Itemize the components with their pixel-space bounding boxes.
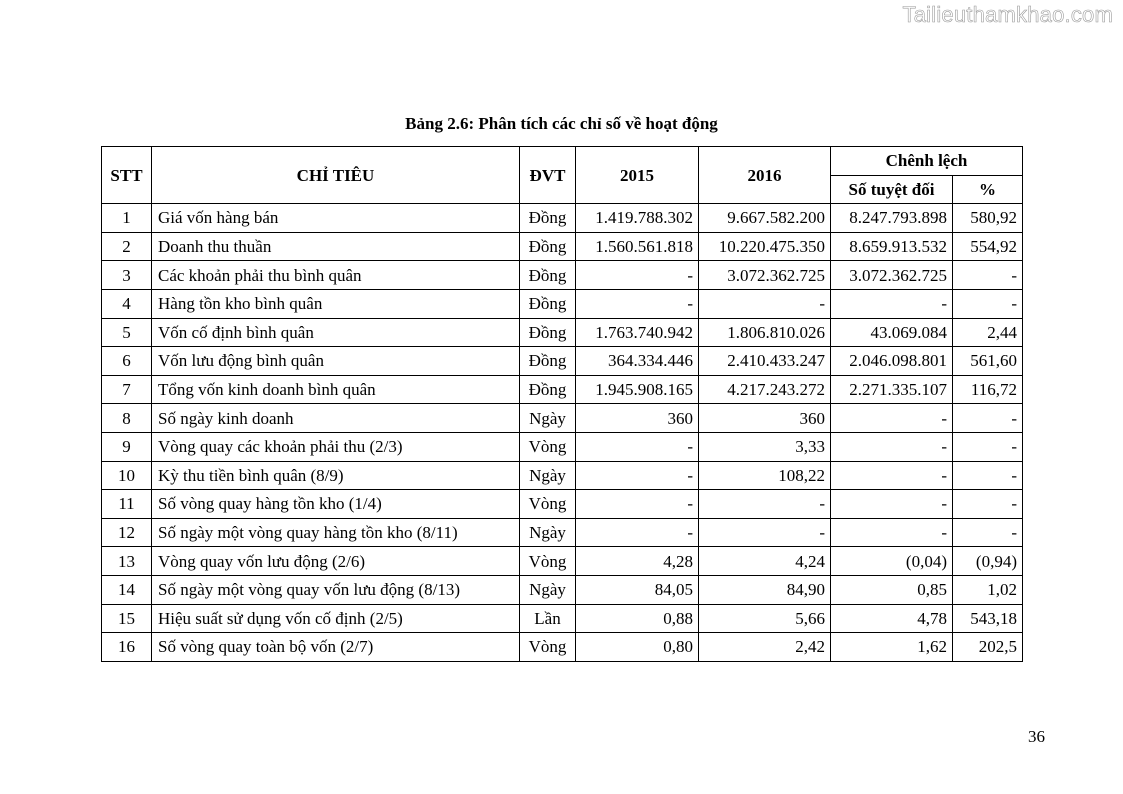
- cell-so-tuyet-doi: 8.247.793.898: [831, 204, 953, 233]
- cell-2016: 3.072.362.725: [699, 261, 831, 290]
- cell-2016: 3,33: [699, 432, 831, 461]
- cell-chi-tieu: Doanh thu thuần: [152, 232, 520, 261]
- cell-percent: 580,92: [953, 204, 1023, 233]
- cell-2016: -: [699, 518, 831, 547]
- cell-stt: 12: [102, 518, 152, 547]
- cell-chi-tieu: Hiệu suất sử dụng vốn cố định (2/5): [152, 604, 520, 633]
- cell-stt: 5: [102, 318, 152, 347]
- cell-2016: 4.217.243.272: [699, 375, 831, 404]
- cell-dvt: Đồng: [520, 261, 576, 290]
- table-row: [102, 375, 1023, 404]
- cell-stt: 6: [102, 347, 152, 376]
- cell-2016: 2.410.433.247: [699, 347, 831, 376]
- cell-percent: 1,02: [953, 575, 1023, 604]
- cell-percent: 202,5: [953, 633, 1023, 662]
- cell-percent: -: [953, 518, 1023, 547]
- header-chenh-lech: Chênh lệch: [831, 147, 1023, 176]
- cell-percent: -: [953, 490, 1023, 519]
- cell-so-tuyet-doi: 2.271.335.107: [831, 375, 953, 404]
- cell-so-tuyet-doi: -: [831, 461, 953, 490]
- cell-dvt: Vòng: [520, 633, 576, 662]
- cell-percent: (0,94): [953, 547, 1023, 576]
- cell-so-tuyet-doi: -: [831, 518, 953, 547]
- cell-percent: 543,18: [953, 604, 1023, 633]
- table-row: [102, 461, 1023, 490]
- cell-dvt: Đồng: [520, 204, 576, 233]
- cell-dvt: Đồng: [520, 347, 576, 376]
- cell-percent: 2,44: [953, 318, 1023, 347]
- cell-stt: 7: [102, 375, 152, 404]
- cell-2015: -: [576, 432, 699, 461]
- cell-stt: 15: [102, 604, 152, 633]
- cell-dvt: Ngày: [520, 461, 576, 490]
- cell-2015: -: [576, 518, 699, 547]
- cell-2016: 84,90: [699, 575, 831, 604]
- cell-2016: 4,24: [699, 547, 831, 576]
- cell-2016: 360: [699, 404, 831, 433]
- cell-2015: -: [576, 289, 699, 318]
- header-2016: 2016: [699, 147, 831, 204]
- cell-2016: 108,22: [699, 461, 831, 490]
- header-stt: STT: [102, 147, 152, 204]
- table-row: [102, 261, 1023, 290]
- cell-percent: -: [953, 261, 1023, 290]
- cell-percent: -: [953, 289, 1023, 318]
- cell-percent: -: [953, 432, 1023, 461]
- cell-stt: 8: [102, 404, 152, 433]
- table-row: [102, 204, 1023, 233]
- cell-2015: 360: [576, 404, 699, 433]
- cell-so-tuyet-doi: -: [831, 404, 953, 433]
- cell-dvt: Vòng: [520, 432, 576, 461]
- cell-dvt: Ngày: [520, 404, 576, 433]
- table-body: [102, 204, 1023, 662]
- cell-chi-tieu: Vốn cố định bình quân: [152, 318, 520, 347]
- cell-chi-tieu: Vốn lưu động bình quân: [152, 347, 520, 376]
- cell-2015: -: [576, 261, 699, 290]
- cell-dvt: Ngày: [520, 575, 576, 604]
- cell-so-tuyet-doi: -: [831, 289, 953, 318]
- header-2015: 2015: [576, 147, 699, 204]
- page-number: 36: [1028, 727, 1045, 746]
- cell-so-tuyet-doi: (0,04): [831, 547, 953, 576]
- cell-percent: -: [953, 404, 1023, 433]
- cell-so-tuyet-doi: 1,62: [831, 633, 953, 662]
- cell-2016: 10.220.475.350: [699, 232, 831, 261]
- cell-2016: 9.667.582.200: [699, 204, 831, 233]
- cell-so-tuyet-doi: 4,78: [831, 604, 953, 633]
- cell-2016: 5,66: [699, 604, 831, 633]
- table-row: [102, 547, 1023, 576]
- header-so-tuyet-doi: Số tuyệt đối: [831, 175, 953, 204]
- cell-2016: -: [699, 289, 831, 318]
- cell-stt: 11: [102, 490, 152, 519]
- cell-2016: 1.806.810.026: [699, 318, 831, 347]
- table-row: [102, 404, 1023, 433]
- cell-stt: 1: [102, 204, 152, 233]
- cell-dvt: Đồng: [520, 375, 576, 404]
- cell-2015: 84,05: [576, 575, 699, 604]
- cell-dvt: Vòng: [520, 490, 576, 519]
- cell-2015: 4,28: [576, 547, 699, 576]
- table-row: [102, 633, 1023, 662]
- cell-percent: 116,72: [953, 375, 1023, 404]
- cell-2016: 2,42: [699, 633, 831, 662]
- cell-so-tuyet-doi: -: [831, 490, 953, 519]
- activity-ratios-table: [101, 146, 1023, 662]
- cell-stt: 9: [102, 432, 152, 461]
- cell-2015: 364.334.446: [576, 347, 699, 376]
- table-row: [102, 289, 1023, 318]
- cell-chi-tieu: Vòng quay các khoản phải thu (2/3): [152, 432, 520, 461]
- cell-chi-tieu: Hàng tồn kho bình quân: [152, 289, 520, 318]
- cell-so-tuyet-doi: 0,85: [831, 575, 953, 604]
- cell-2015: 0,88: [576, 604, 699, 633]
- cell-stt: 3: [102, 261, 152, 290]
- cell-stt: 16: [102, 633, 152, 662]
- cell-chi-tieu: Số vòng quay hàng tồn kho (1/4): [152, 490, 520, 519]
- cell-so-tuyet-doi: -: [831, 432, 953, 461]
- table-row: [102, 575, 1023, 604]
- table-row: [102, 604, 1023, 633]
- table-caption: Bảng 2.6: Phân tích các chỉ số về hoạt động: [405, 114, 718, 133]
- watermark: Tailieuthamkhao.com: [902, 2, 1113, 27]
- cell-percent: 554,92: [953, 232, 1023, 261]
- cell-2015: -: [576, 461, 699, 490]
- table-row: [102, 490, 1023, 519]
- cell-so-tuyet-doi: 2.046.098.801: [831, 347, 953, 376]
- cell-stt: 4: [102, 289, 152, 318]
- table-row: [102, 518, 1023, 547]
- cell-stt: 14: [102, 575, 152, 604]
- cell-2015: 1.560.561.818: [576, 232, 699, 261]
- header-chi-tieu: CHỈ TIÊU: [152, 147, 520, 204]
- cell-stt: 13: [102, 547, 152, 576]
- cell-chi-tieu: Các khoản phải thu bình quân: [152, 261, 520, 290]
- cell-2015: 1.419.788.302: [576, 204, 699, 233]
- cell-percent: -: [953, 461, 1023, 490]
- cell-chi-tieu: Số ngày kinh doanh: [152, 404, 520, 433]
- cell-so-tuyet-doi: 43.069.084: [831, 318, 953, 347]
- cell-stt: 10: [102, 461, 152, 490]
- cell-2015: 0,80: [576, 633, 699, 662]
- cell-dvt: Đồng: [520, 318, 576, 347]
- cell-2016: -: [699, 490, 831, 519]
- cell-chi-tieu: Giá vốn hàng bán: [152, 204, 520, 233]
- cell-dvt: Vòng: [520, 547, 576, 576]
- cell-percent: 561,60: [953, 347, 1023, 376]
- cell-chi-tieu: Số ngày một vòng quay hàng tồn kho (8/11): [152, 518, 520, 547]
- table-row: [102, 347, 1023, 376]
- cell-chi-tieu: Số ngày một vòng quay vốn lưu động (8/13): [152, 575, 520, 604]
- table-row: [102, 318, 1023, 347]
- cell-dvt: Lần: [520, 604, 576, 633]
- cell-2015: -: [576, 490, 699, 519]
- cell-dvt: Đồng: [520, 232, 576, 261]
- cell-so-tuyet-doi: 8.659.913.532: [831, 232, 953, 261]
- table-row: [102, 432, 1023, 461]
- cell-2015: 1.763.740.942: [576, 318, 699, 347]
- table-row: [102, 232, 1023, 261]
- cell-dvt: Ngày: [520, 518, 576, 547]
- cell-dvt: Đồng: [520, 289, 576, 318]
- cell-chi-tieu: Tổng vốn kinh doanh bình quân: [152, 375, 520, 404]
- cell-chi-tieu: Kỳ thu tiền bình quân (8/9): [152, 461, 520, 490]
- header-dvt: ĐVT: [520, 147, 576, 204]
- header-row: [102, 147, 1023, 176]
- cell-so-tuyet-doi: 3.072.362.725: [831, 261, 953, 290]
- cell-chi-tieu: Số vòng quay toàn bộ vốn (2/7): [152, 633, 520, 662]
- cell-chi-tieu: Vòng quay vốn lưu động (2/6): [152, 547, 520, 576]
- cell-2015: 1.945.908.165: [576, 375, 699, 404]
- cell-stt: 2: [102, 232, 152, 261]
- header-percent: %: [953, 175, 1023, 204]
